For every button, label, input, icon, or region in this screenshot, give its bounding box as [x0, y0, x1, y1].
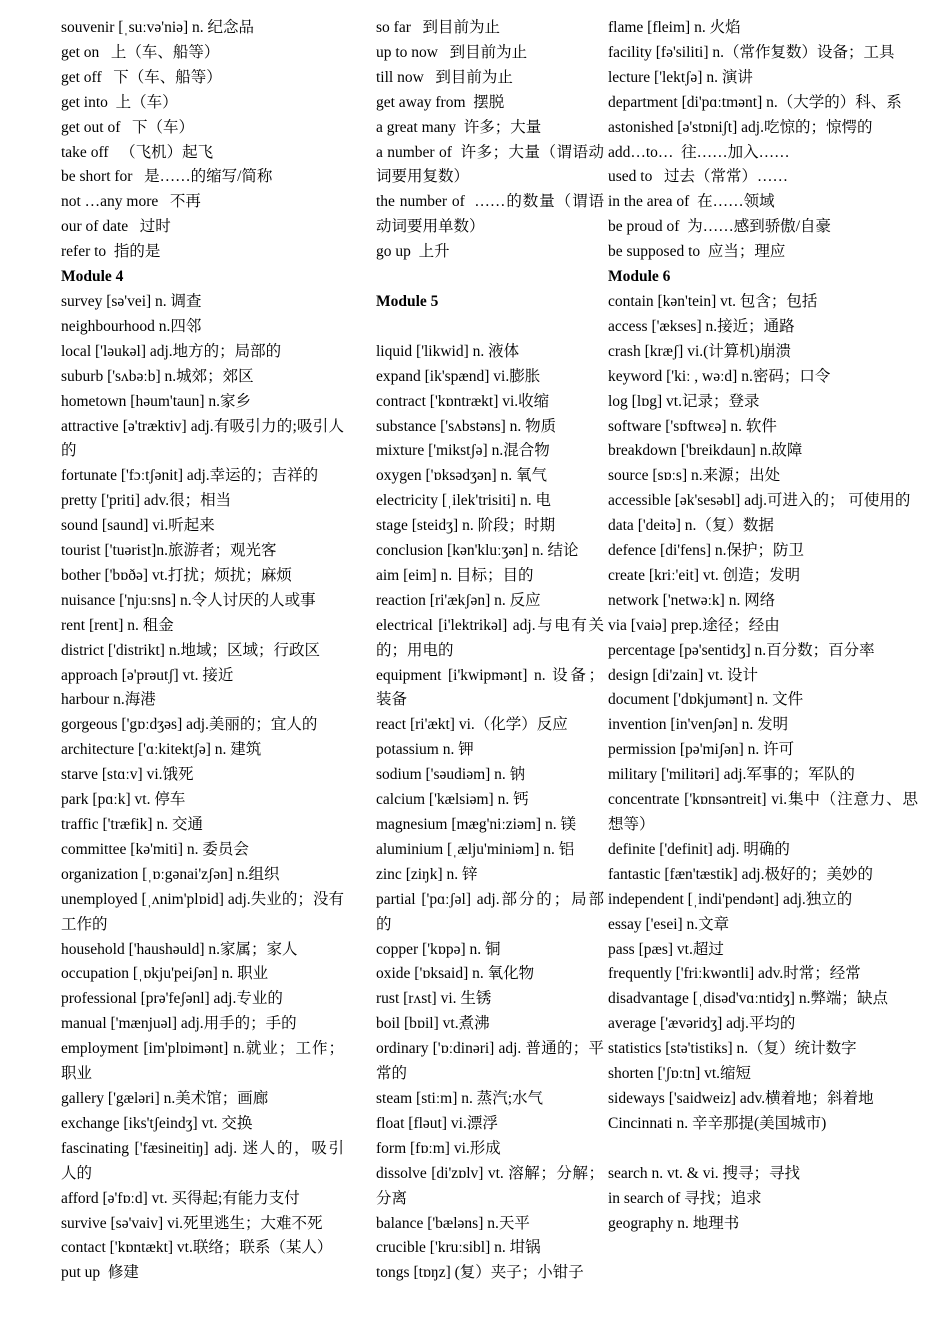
vocabulary-entry: potassium n. 钾 [376, 741, 474, 759]
vocabulary-entry: accessible [ək'sesəbl] adj.可进入的； 可使用的 [608, 492, 911, 510]
vocabulary-entry: afford [ə'fɒːd] vt. 买得起;有能力支付 [61, 1189, 300, 1207]
vocabulary-entry: hometown [həum'taun] n.家乡 [61, 392, 252, 410]
vocabulary-entry: frequently ['friːkwəntli] adv.时常；经常 [608, 965, 861, 983]
vocabulary-entry: definite ['definit] adj. 明确的 [608, 840, 790, 858]
vocabulary-entry: be short for 是……的缩写/简称 [61, 168, 273, 186]
vocabulary-entry: survey [sə'vei] n. 调查 [61, 292, 202, 310]
vocabulary-entry: unemployed [ˌʌnim'plɒid] adj.失业的；没有工作的 [61, 890, 344, 933]
vocabulary-entry: professional [prə'feʃənl] adj.专业的 [61, 990, 283, 1008]
vocabulary-entry: aluminium [ˌælju'miniəm] n. 铝 [376, 840, 575, 858]
vocabulary-entry: till now 到目前为止 [376, 68, 513, 86]
vocabulary-entry: up to now 到目前为止 [376, 43, 528, 61]
vocabulary-entry: traffic ['træfik] n. 交通 [61, 816, 203, 833]
vocabulary-entry: search n. vt. & vi. 搜寻；寻找 [608, 1164, 801, 1182]
vocabulary-entry: gorgeous ['gɒːdʒəs] adj.美丽的；宜人的 [61, 716, 318, 734]
vocabulary-entry: boil [bɒil] vt.煮沸 [376, 1015, 490, 1033]
vocabulary-entry: log [lɒg] vt.记录；登录 [608, 392, 760, 410]
vocabulary-entry: create [kriː'eit] vt. 创造；发明 [608, 566, 801, 584]
vocabulary-entry: manual ['mænjuəl] adj.用手的；手的 [61, 1015, 297, 1033]
vocabulary-entry: refer to 指的是 [61, 243, 161, 261]
vocabulary-entry: expand [ik'spænd] vi.膨胀 [376, 367, 541, 385]
vocabulary-entry: starve [stɑːv] vi.饿死 [61, 766, 194, 784]
blank-line [376, 315, 604, 340]
vocabulary-entry: department [di'pɑːtmənt] n.（大学的）科、系 [608, 93, 902, 111]
vocabulary-entry: geography n. 地理书 [608, 1214, 740, 1232]
vocabulary-entry: committee [kə'miti] n. 委员会 [61, 840, 249, 858]
vocabulary-entry: not …any more 不再 [61, 193, 201, 211]
vocabulary-entry: put up 修建 [61, 1264, 139, 1282]
vocabulary-entry: crash [kræʃ] vi.(计算机)崩溃 [608, 342, 791, 360]
vocabulary-entry: be proud of 为……感到骄傲/自豪 [608, 218, 832, 236]
vocabulary-entry: nuisance ['njuːsns] n.令人讨厌的人或事 [61, 591, 316, 609]
word-list-column-1 [61, 16, 344, 1286]
vocabulary-entry: attractive [ə'træktiv] adj.有吸引力的;吸引人的 [61, 417, 344, 460]
vocabulary-entry: contact ['kɒntækt] vt.联络；联系（某人） [61, 1239, 333, 1257]
vocabulary-entry: breakdown ['breikdaun] n.故障 [608, 442, 803, 460]
vocabulary-entry: copper ['kɒpə] n. 铜 [376, 940, 501, 958]
vocabulary-entry: crucible ['kruːsibl] n. 坩锅 [376, 1239, 541, 1257]
vocabulary-entry: keyword ['kiː , wəːd] n.密码；口令 [608, 367, 831, 385]
vocabulary-entry: used to 过去（常常）…… [608, 168, 788, 186]
vocabulary-entry: park [pɑːk] vt. 停车 [61, 791, 186, 809]
vocabulary-entry: equipment [i'kwipmənt] n. 设备；装备 [376, 666, 604, 709]
vocabulary-entry: pretty ['priti] adv.很；相当 [61, 492, 232, 510]
vocabulary-entry: substance ['sʌbstəns] n. 物质 [376, 417, 557, 435]
vocabulary-entry: shorten ['ʃɒːtn] vt.缩短 [608, 1065, 752, 1083]
vocabulary-entry: balance ['bæləns] n.天平 [376, 1214, 530, 1232]
vocabulary-entry: average ['ævəridʒ] adj.平均的 [608, 1015, 796, 1033]
vocabulary-entry: source [sɒːs] n.来源；出处 [608, 467, 781, 485]
vocabulary-entry: bother ['bɒðə] vt.打扰；烦扰；麻烦 [61, 566, 292, 584]
vocabulary-entry: architecture ['ɑːkitektʃə] n. 建筑 [61, 741, 262, 759]
word-list-column-2 [376, 16, 604, 1286]
vocabulary-entry: access ['ækses] n.接近；通路 [608, 317, 795, 335]
vocabulary-entry: liquid ['likwid] n. 液体 [376, 342, 520, 360]
vocabulary-entry: household ['haushəuld] n.家属；家人 [61, 940, 298, 958]
vocabulary-entry: tongs [tɒŋz] (复）夹子；小钳子 [376, 1264, 584, 1282]
vocabulary-entry: exchange [iks'tʃeindʒ] vt. 交换 [61, 1114, 253, 1132]
vocabulary-entry: contract ['kɒntrækt] vi.收缩 [376, 392, 550, 410]
vocabulary-entry: calcium ['kælsiəm] n. 钙 [376, 791, 529, 809]
module-heading: Module 6 [608, 268, 671, 286]
vocabulary-entry: statistics [stə'tistiks] n.（复）统计数字 [608, 1040, 857, 1058]
vocabulary-entry: electrical [i'lektrikəl] adj.与电有关的；用电的 [376, 616, 604, 659]
vocabulary-entry: contain [kən'tein] vt. 包含；包括 [608, 292, 818, 310]
vocabulary-entry: electricity [ˌilek'trisiti] n. 电 [376, 492, 551, 510]
vocabulary-entry: react [ri'ækt] vi.（化学）反应 [376, 716, 568, 734]
vocabulary-entry: essay ['esei] n.文章 [608, 915, 730, 933]
vocabulary-entry: oxide ['ɒksaid] n. 氧化物 [376, 965, 535, 983]
vocabulary-entry: get into 上（车） [61, 93, 178, 111]
vocabulary-entry: data ['deitə] n.（复）数据 [608, 517, 774, 535]
vocabulary-entry: network ['netwəːk] n. 网络 [608, 591, 776, 609]
vocabulary-entry: aim [eim] n. 目标；目的 [376, 566, 534, 584]
module-heading: Module 5 [376, 292, 439, 310]
vocabulary-entry: survive [sə'vaiv] vi.死里逃生；大难不死 [61, 1214, 323, 1232]
vocabulary-entry: our of date 过时 [61, 218, 171, 236]
vocabulary-entry: pass [pæs] vt.超过 [608, 940, 724, 958]
vocabulary-entry: design [di'zain] vt. 设计 [608, 666, 759, 684]
vocabulary-entry: dissolve [di'zɒlv] vt. 溶解；分解；分离 [376, 1164, 604, 1207]
vocabulary-entry: conclusion [kən'kluːʒən] n. 结论 [376, 542, 579, 560]
vocabulary-entry: lecture ['lektʃə] n. 演讲 [608, 68, 753, 86]
vocabulary-entry: occupation [ˌɒkju'peiʃən] n. 职业 [61, 965, 269, 983]
vocabulary-entry: reaction [ri'ækʃən] n. 反应 [376, 591, 541, 609]
vocabulary-entry: organization [ˌɒːgənai'zʃən] n.组织 [61, 865, 280, 883]
vocabulary-entry: take off （飞机）起飞 [61, 143, 214, 161]
vocabulary-entry: souvenir [ˌsuːvə'niə] n. 纪念品 [61, 19, 255, 36]
vocabulary-entry: go up 上升 [376, 243, 450, 261]
vocabulary-entry: a number of 许多；大量（谓语动词要用复数） [376, 143, 604, 186]
vocabulary-entry: partial ['pɑːʃəl] adj.部分的；局部的 [376, 890, 604, 933]
vocabulary-entry: the number of ……的数量（谓语动词要用单数） [376, 193, 604, 236]
vocabulary-entry: form [fɒːm] vi.形成 [376, 1139, 501, 1157]
vocabulary-entry: document ['dɒkjumənt] n. 文件 [608, 691, 804, 709]
vocabulary-entry: employment [im'plɒimənt] n.就业；工作；职业 [61, 1040, 344, 1083]
vocabulary-entry: rust [rʌst] vi. 生锈 [376, 990, 492, 1008]
vocabulary-entry: permission [pə'miʃən] n. 许可 [608, 741, 795, 759]
vocabulary-entry: stage [steidʒ] n. 阶段；时期 [376, 517, 556, 535]
vocabulary-entry: be supposed to 应当；理应 [608, 243, 786, 261]
vocabulary-entry: in the area of 在……领域 [608, 193, 775, 211]
vocabulary-entry: facility [fə'siliti] n.（常作复数）设备；工具 [608, 43, 895, 61]
vocabulary-entry: in search of 寻找；追求 [608, 1189, 762, 1207]
vocabulary-entry: percentage [pə'sentidʒ] n.百分数；百分率 [608, 641, 875, 659]
vocabulary-entry: invention [in'venʃən] n. 发明 [608, 716, 789, 734]
vocabulary-entry: get out of 下（车） [61, 118, 195, 136]
vocabulary-entry: flame [fleim] n. 火焰 [608, 19, 741, 36]
vocabulary-entry: oxygen ['ɒksədʒən] n. 氧气 [376, 467, 548, 485]
vocabulary-entry: sound [saund] vi.听起来 [61, 517, 215, 535]
vocabulary-entry: astonished [ə'stɒniʃt] adj.吃惊的；惊愕的 [608, 118, 873, 136]
vocabulary-entry: district ['distrikt] n.地域；区域；行政区 [61, 641, 320, 659]
vocabulary-entry: get away from 摆脱 [376, 93, 505, 111]
vocabulary-entry: rent [rent] n. 租金 [61, 616, 174, 634]
vocabulary-entry: disadvantage [ˌdisəd'vɑːntidʒ] n.弊端；缺点 [608, 990, 888, 1008]
vocabulary-entry: get off 下（车、船等） [61, 68, 222, 86]
blank-line [608, 1137, 918, 1162]
vocabulary-entry: local ['ləukəl] adj.地方的；局部的 [61, 342, 282, 360]
vocabulary-entry: defence [di'fens] n.保护；防卫 [608, 542, 805, 560]
vocabulary-entry: get on 上（车、船等） [61, 43, 220, 61]
vocabulary-entry: so far 到目前为止 [376, 19, 500, 36]
vocabulary-entry: fantastic [fæn'tæstik] adj.极好的；美妙的 [608, 865, 873, 883]
vocabulary-entry: software ['sɒftwεə] n. 软件 [608, 417, 777, 435]
vocabulary-entry: tourist ['tuərist]n.旅游者；观光客 [61, 542, 277, 560]
vocabulary-entry: ordinary ['ɒːdinəri] adj. 普通的；平常的 [376, 1040, 604, 1083]
vocabulary-entry: zinc [ziŋk] n. 锌 [376, 865, 478, 883]
vocabulary-entry: harbour n.海港 [61, 691, 156, 709]
vocabulary-entry: approach [ə'prəutʃ] vt. 接近 [61, 666, 234, 684]
vocabulary-entry: military ['militəri] adj.军事的；军队的 [608, 766, 855, 784]
vocabulary-entry: neighbourhood n.四邻 [61, 317, 202, 335]
vocabulary-entry: float [fləut] vi.漂浮 [376, 1114, 498, 1132]
module-heading: Module 4 [61, 268, 124, 286]
vocabulary-entry: suburb ['sʌbəːb] n.城郊；郊区 [61, 367, 254, 385]
vocabulary-entry: fascinating ['fæsineitiŋ] adj. 迷人的，吸引人的 [61, 1139, 344, 1182]
vocabulary-entry: independent [ˌindi'pendənt] adj.独立的 [608, 890, 853, 908]
word-list-column-3 [608, 16, 918, 1236]
vocabulary-entry: a great many 许多；大量 [376, 118, 542, 136]
vocabulary-entry: sideways ['saidweiz] adv.横着地；斜着地 [608, 1089, 874, 1107]
vocabulary-entry: magnesium [mæg'niːziəm] n. 镁 [376, 816, 576, 833]
vocabulary-entry: via [vaiə] prep.途径；经由 [608, 616, 780, 634]
vocabulary-entry: add…to… 往……加入…… [608, 143, 790, 161]
blank-line [376, 265, 604, 290]
vocabulary-entry: Cincinnati n. 辛辛那提(美国城市) [608, 1114, 827, 1132]
vocabulary-entry: gallery ['gæləri] n.美术馆；画廊 [61, 1089, 269, 1107]
vocabulary-entry: mixture ['mikstʃə] n.混合物 [376, 442, 550, 460]
vocabulary-entry: concentrate ['kɒnsəntreit] vi.集中（注意力、思想等） [608, 791, 918, 833]
vocabulary-entry: fortunate ['fɔːtʃənit] adj.幸运的；吉祥的 [61, 467, 319, 485]
vocabulary-entry: steam [stiːm] n. 蒸汽;水气 [376, 1089, 544, 1107]
vocabulary-entry: sodium ['səudiəm] n. 钠 [376, 766, 526, 784]
